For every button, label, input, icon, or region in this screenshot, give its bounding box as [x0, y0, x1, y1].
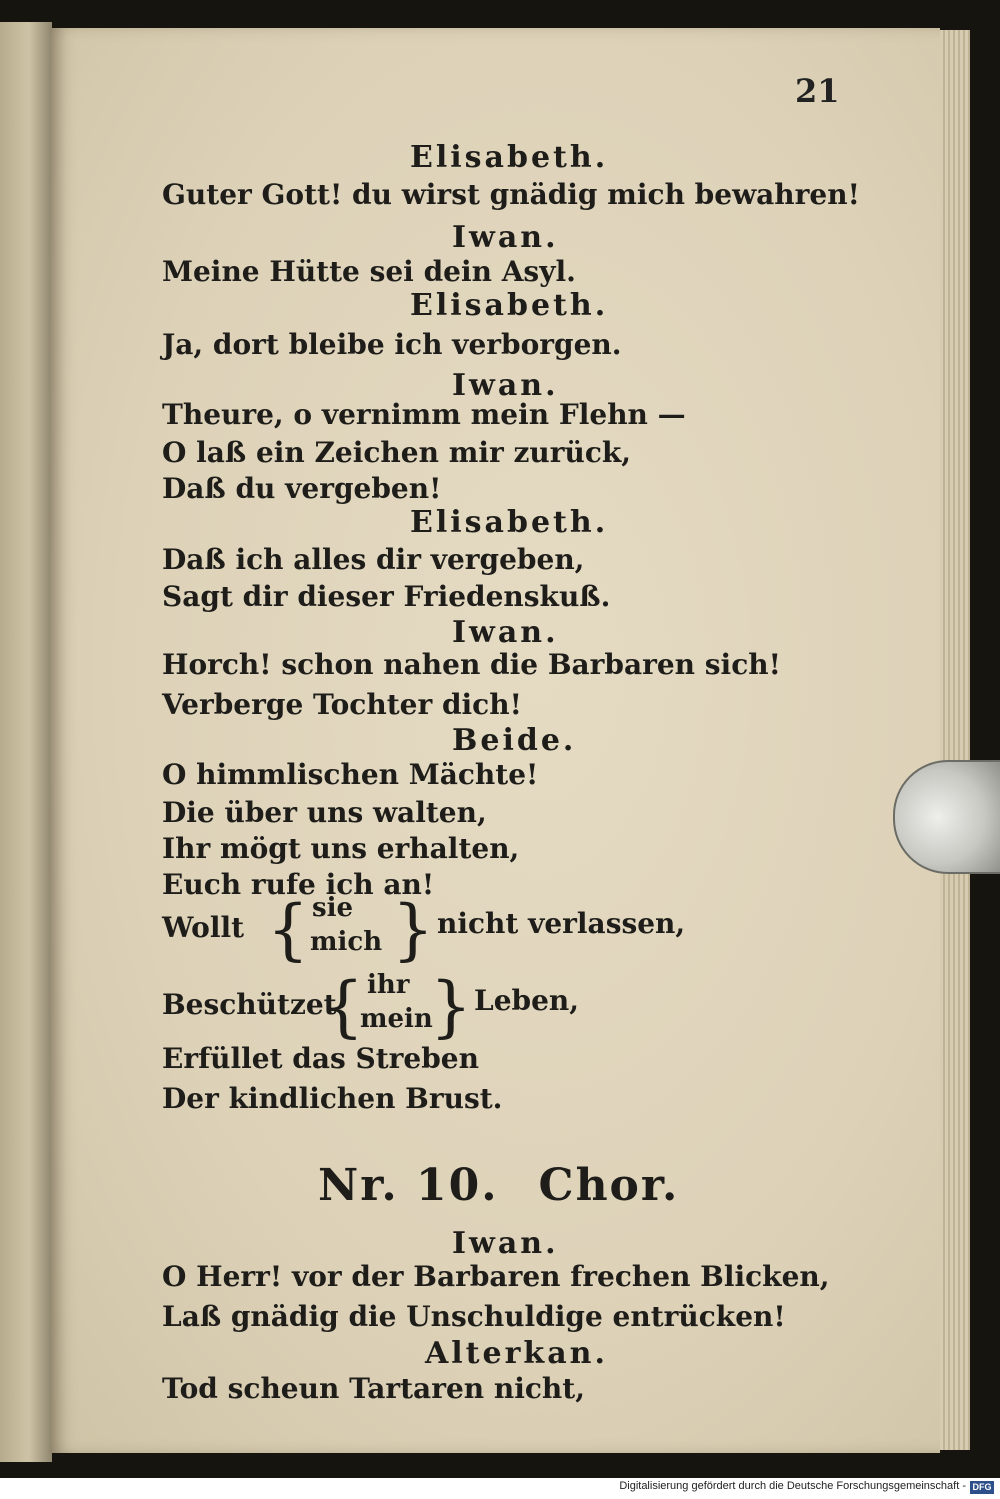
verse-line: Die über uns walten,	[162, 796, 487, 829]
speaker-name: Elisabeth.	[410, 140, 609, 175]
verse-line: Daß du vergeben!	[162, 472, 442, 505]
brace-line-2	[162, 968, 722, 1045]
verse-line: Euch rufe ich an!	[162, 868, 435, 901]
brace2-top: ihr	[367, 970, 410, 1000]
footer-credit: Digitalisierung gefördert durch die Deutsche Forschungsgemeinschaft -	[619, 1480, 966, 1492]
verse-line: Laß gnädig die Unschuldige entrücken!	[162, 1300, 786, 1333]
verse-line: Horch! schon nahen die Barbaren sich!	[162, 648, 781, 681]
brace1-open: {	[267, 891, 309, 968]
brace2-open: {	[322, 968, 364, 1045]
verse-line: Ihr mögt uns erhalten,	[162, 832, 520, 865]
section-title: Chor.	[538, 1160, 680, 1211]
brace1-top: sie	[312, 893, 354, 923]
speaker-name: Iwan.	[452, 220, 559, 255]
verse-line: O laß ein Zeichen mir zurück,	[162, 436, 632, 469]
section-number: Nr. 10.	[318, 1160, 499, 1211]
brace2-tail: Leben,	[474, 984, 579, 1017]
verse-line: Ja, dort bleibe ich verborgen.	[162, 328, 622, 361]
verse-line: Daß ich alles dir vergeben,	[162, 543, 585, 576]
verse-line: O himmlischen Mächte!	[162, 758, 539, 791]
verse-line: Meine Hütte sei dein Asyl.	[162, 255, 576, 288]
page-number: 21	[795, 72, 840, 110]
brace-line-1	[162, 891, 722, 968]
footer-bar	[0, 1478, 1000, 1499]
speaker-name: Elisabeth.	[410, 288, 609, 323]
brace1-tail: nicht verlassen,	[437, 907, 686, 940]
verse-line: Sagt dir dieser Friedenskuß.	[162, 580, 611, 613]
verse-line: Der kindlichen Brust.	[162, 1082, 503, 1115]
verse-line: Tod scheun Tartaren nicht,	[162, 1372, 585, 1405]
dfg-logo: DFG	[970, 1481, 994, 1494]
brace2-bottom: mein	[360, 1004, 433, 1034]
verse-line: Guter Gott! du wirst gnädig mich bewahren!	[162, 178, 860, 211]
previous-page-edge	[0, 22, 52, 1462]
page-clip	[893, 760, 1000, 874]
brace2-close: }	[430, 968, 472, 1045]
speaker-name: Alterkan.	[425, 1336, 608, 1371]
section-heading	[318, 1160, 679, 1211]
speaker-name: Iwan.	[452, 368, 559, 403]
speaker-name: Elisabeth.	[410, 505, 609, 540]
verse-line: Verberge Tochter dich!	[162, 688, 522, 721]
brace1-bottom: mich	[310, 927, 383, 957]
speaker-name: Iwan.	[452, 1226, 559, 1261]
brace1-lead: Wollt	[162, 911, 245, 944]
verse-line: Erfüllet das Streben	[162, 1042, 479, 1075]
verse-line: Theure, o vernimm mein Flehn —	[162, 398, 686, 431]
brace2-lead: Beschützet	[162, 988, 337, 1021]
speaker-name: Iwan.	[452, 615, 559, 650]
speaker-name: Beide.	[452, 723, 577, 758]
brace1-close: }	[392, 891, 434, 968]
verse-line: O Herr! vor der Barbaren frechen Blicken,	[162, 1260, 830, 1293]
